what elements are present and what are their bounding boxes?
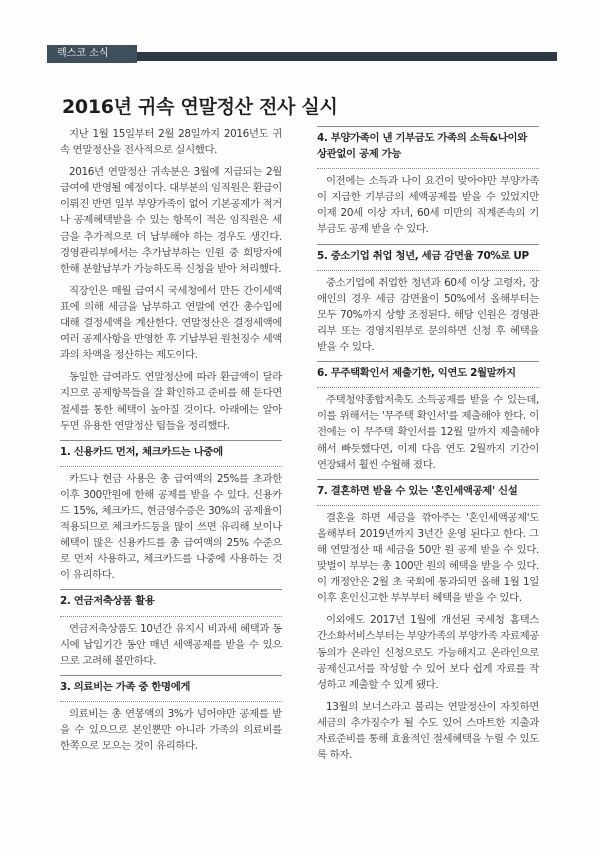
paragraph: 의료비는 총 연봉액의 3%가 넘어야만 공제를 받을 수 있으므로 본인뿐만 아니라 가족의 의료비를 한쪽으로 모으는 것이 유리하다. xyxy=(60,707,282,753)
right-column xyxy=(317,126,539,769)
paragraph: 지난 1월 15일부터 2월 28일까지 2016년도 귀속 연말정산을 전사적으로 실시했다. xyxy=(60,128,282,157)
section-heading: 4. 부양가족이 낸 기부금도 가족의 소득&나이와 상관없이 공제 가능 xyxy=(317,126,539,169)
section-heading: 7. 결혼하면 받을 수 있는 '혼인세액공제' 신설 xyxy=(317,479,539,506)
article-title: 2016년 귀속 연말정산 전사 실시 xyxy=(62,96,338,118)
paragraph: 주택청약종합저축도 소득공제를 받을 수 있는데, 이를 위해서는 '무주택 확인서'를 제출해야 한다. 이전에는 이 무주택 확인서를 12월 말까지 제출해야 해서 빠듯했다면, 이제 다음 연도 2월까지 기간이 연장돼서 훨씬 수월해 졌다. xyxy=(317,394,539,471)
paragraph: 카드나 현금 사용은 총 급여액의 25%를 초과한 이후 300만원에 한해 공제를 받을 수 있다. 신용카드 15%, 체크카드, 현금영수증은 30%의 공제율이 적용되므로 체크카드등을 많이 쓰면 유리해 보이나 혜택이 많은 신용카드를 총 급여액의 25% 수준으로 먼저 사용하고, 체크카드를 나중에 사용하는 것이 유리하다. xyxy=(60,472,282,582)
section-tag: 렉스코 소식 xyxy=(47,45,137,63)
paragraph: 결혼을 하면 세금을 깎아주는 '혼인세액공제'도 올해부터 2019년까지 3년간 운영 된다고 한다. 그해 연말정산 때 세금을 50만 원 공제 받을 수 있다. 맞벌이 부부는 총 100만 원의 혜택을 받을 수 있다. 이 개정안은 2월 초 국회에 통과되면 올해 1월 1일 이후 혼인신고한 부부부터 혜택을 받을 수 있다. xyxy=(317,511,539,605)
section-heading: 3. 의료비는 가족 중 한명에게 xyxy=(60,675,282,702)
paragraph: 이전에는 소득과 나이 요건이 맞아야만 부양가족이 지급한 기부금의 세액공제를 받을 수 있었지만 이제 20세 이상 자녀, 60세 미만의 직계존속의 기부금도 공제 받을 수 있다. xyxy=(317,175,539,236)
paragraph: 이외에도 2017년 1월에 개선된 국세청 홈택스 간소화서비스부터는 부양가족의 부양가족 자료제공 동의가 온라인 신청으로도 가능해지고 온라인으로 공제신고서를 작성할 수 있어 보다 쉽게 자료를 작성하고 제출할 수 있게 됐다. xyxy=(317,614,539,691)
paragraph: 2016년 연말정산 귀속분은 3월에 지급되는 2월 급여에 반영될 예정이다. 대부분의 임직원은 환급이 이뤄진 반면 일부 부양가족이 없어 기본공제가 적거나 공제혜택받을 수 있는 항목이 적은 임직원은 세금을 추가적으로 더 납부해야 하는 경우도 생긴다. 경영관리부에서는 추가납부하는 인원 중 희망자에 한해 분할납부가 가능하도록 신청을 받아 처리했다. xyxy=(60,166,282,275)
left-column xyxy=(60,126,282,760)
paragraph: 중소기업에 취업한 청년과 60세 이상 고령자, 장애인의 경우 세금 감면율이 50%에서 올해부터는 모두 70%까지 상향 조정된다. 해당 인원은 경영관리부 또는 경영지원부로 문의하면 신청 후 혜택을 받을 수 있다. xyxy=(317,276,539,354)
paragraph: 동일한 급여라도 연말정산에 따라 환급액이 달라지므로 공제항목들을 잘 확인하고 준비를 해 둔다면 절세를 통한 혜택이 높아질 것이다. 아래에는 알아두면 유용한 연말정산 팁들을 정리했다. xyxy=(60,371,282,432)
paragraph: 연금저축상품도 10년간 유지시 비과세 혜택과 동시에 납입기간 동안 매년 세액공제를 받을 수 있으므로 고려해 볼만하다. xyxy=(60,622,282,667)
section-heading: 6. 무주택확인서 제출기한, 익연도 2월말까지 xyxy=(317,361,539,388)
paragraph: 13월의 보너스라고 불리는 연말정산이 자칫하면 세금의 추가징수가 될 수도 있어 스마트한 지출과 자료준비를 통해 효율적인 절세혜택을 누릴 수 있도록 하자. xyxy=(317,700,539,762)
section-heading: 1. 신용카드 먼저, 체크카드는 나중에 xyxy=(60,440,282,467)
section-heading: 5. 중소기업 취업 청년, 세금 감면율 70%로 UP xyxy=(317,244,539,271)
paragraph: 직장인은 매월 급여시 국세청에서 만든 간이세액표에 의해 세금을 납부하고 연말에 연간 총수입에 대해 결정세액을 계산한다. 연말정산은 결정세액에 여러 공제사항을 반영한 후 기납부된 원천징수 세액과의 차액을 정산하는 제도이다. xyxy=(60,284,282,362)
section-heading: 2. 연금저축상품 활용 xyxy=(60,589,282,616)
